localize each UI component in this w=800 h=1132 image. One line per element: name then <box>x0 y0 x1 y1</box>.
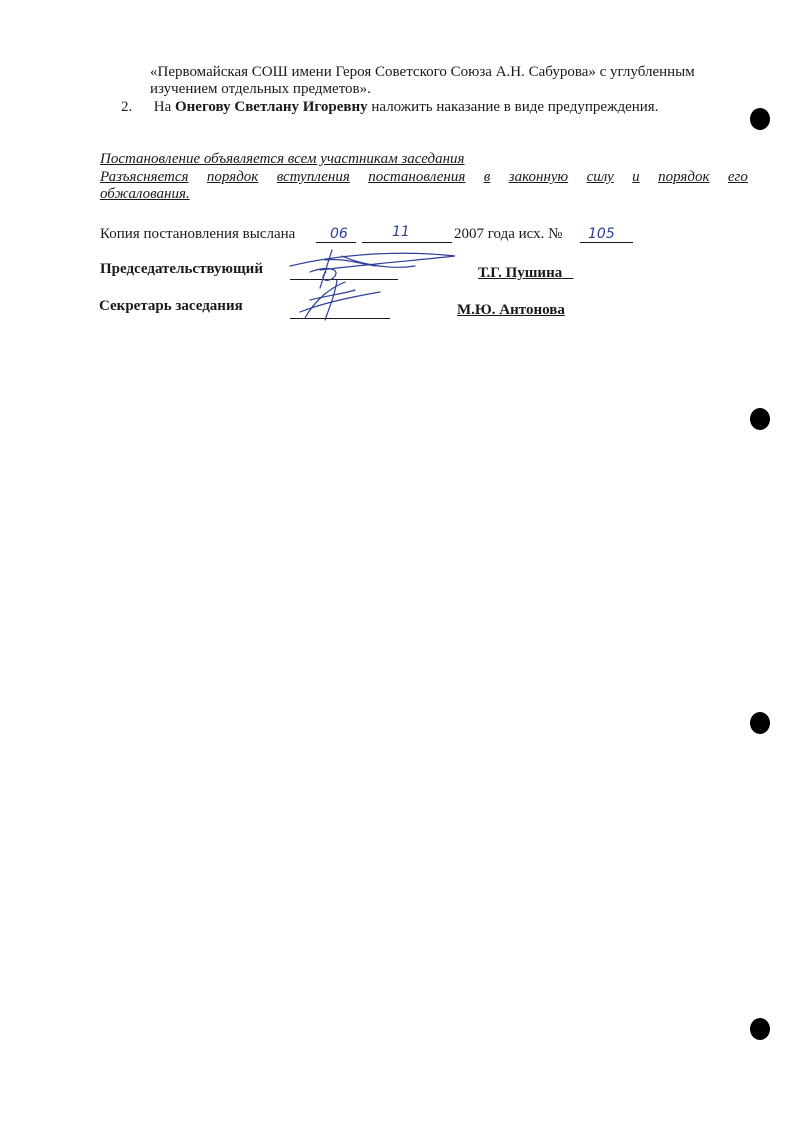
handwritten-number: 105 <box>588 226 615 242</box>
notice-word: и <box>632 169 640 185</box>
notice-word: Разъясняется <box>100 169 189 185</box>
notice-word: его <box>727 169 748 185</box>
handwritten-month: 11 <box>392 224 410 240</box>
chair-name: Т.Г. Пушина <box>478 265 563 281</box>
notice-word: в <box>483 169 491 185</box>
notice-word: законную <box>508 169 569 185</box>
notice-word: порядок <box>206 169 259 185</box>
notice-word: порядок <box>658 169 710 185</box>
item2-prefix: На <box>153 99 172 115</box>
item-number: 2. <box>121 99 133 115</box>
punch-hole <box>750 712 770 734</box>
resolution-item2 <box>121 98 658 116</box>
punch-hole <box>750 1018 770 1040</box>
notice-word: силу <box>586 169 614 185</box>
copy-sent-label: Копия постановления выслана <box>100 226 296 242</box>
chair-label: Председательствующий <box>100 261 263 277</box>
notice-line1: Постановление объявляется всем участникам заседания <box>100 151 465 167</box>
notice-line2 <box>100 168 748 186</box>
resolution-item1-line2: изучением отдельных предметов». <box>150 81 371 97</box>
handwritten-signature-secretary <box>285 270 395 326</box>
person-name: Онегову Светлану Игоревну <box>175 99 368 115</box>
notice-word: вступления <box>276 169 350 185</box>
secretary-label: Секретарь заседания <box>99 298 243 314</box>
punch-hole <box>750 108 770 130</box>
handwritten-day: 06 <box>330 226 348 242</box>
secretary-name: М.Ю. Антонова <box>457 302 565 318</box>
item2-suffix: наложить наказание в виде предупреждения. <box>371 99 659 115</box>
resolution-item1-line1: «Первомайская СОШ имени Героя Советского Союза А.Н. Сабурова» с углубленным <box>150 64 695 80</box>
notice-line3: обжалования. <box>100 186 190 202</box>
year-text: 2007 года исх. № <box>454 226 563 242</box>
notice-word: постановления <box>368 169 466 185</box>
punch-hole <box>750 408 770 430</box>
